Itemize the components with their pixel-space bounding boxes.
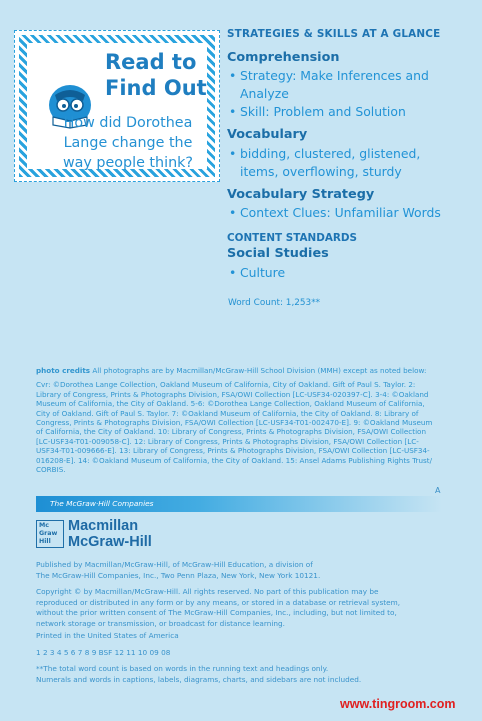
logo-line-2: McGraw-Hill [68,533,152,550]
vocabulary-strategy-item [229,204,474,222]
vocabulary-heading: Vocabulary [227,127,308,142]
title-line-1: Read to [105,50,197,74]
word-count-note [36,664,456,685]
vocabulary-line-2: items, overflowing, sturdy [240,164,402,179]
credits-body: Cvr: ©Dorothea Lange Collection, Oakland Museum of California, City of Oakland. Gift of Paul S. Taylor. 2: Library of Congress, Prints & Photographs Division, FSA/OWI Collection [LC-USF34-020397-C]. 3-4: ©Oakland Museum of California, the City of Oakland. 5-6: ©Dorothea Lange Collection, Oakland Museum of California, City of Oakland. Gift of Paul S. Taylor. 7: ©Oakland Museum of California, the City of Oakland. 8: Library of Congress, Prints & Photographs Division, FSA/OWI Collection [LC-USF34-T01-002470-E]. 9: ©Oakland Museum of California, the City of Oakland. 10: Library of Congress, Prints & Photographs Division, FSA/OWI Collection [LC-USF34-T01-009058-C]. 12: Library of Congress, Prints & Photographs Division, FSA/OWI Collection [LC-USF34-T01-009666-E]. 13: Library of Congress, Prints & Photographs Division, FSA/OWI Collection [LC-USF34-016208-E]. 14: ©Oakland Museum of California, the City of Oakland. 15: Ansel Adams Publishing Rights Trust/ CORBIS. [36,380,433,475]
published-by [36,560,456,581]
comprehension-heading: Comprehension [227,50,340,65]
copyright-line-4: network storage or transmission, or broadcast for distance learning. [36,618,285,628]
logo-mark-line-2: Graw [39,530,58,537]
vocabulary-strategy-heading: Vocabulary Strategy [227,187,375,202]
bullet: • [229,205,237,220]
credits-intro: All photographs are by Macmillan/McGraw-Hill School Division (MMH) except as noted below: [92,366,427,375]
word-count: Word Count: 1,253** [228,298,321,308]
bullet: • [229,265,237,280]
copyright-notice [36,587,456,629]
question-line-3: way people think? [62,155,194,171]
published-line-1: Published by Macmillan/McGraw-Hill, of McGraw-Hill Education, a division of [36,560,313,569]
comprehension-skill-item [229,103,474,121]
read-box-inner [27,43,207,169]
social-studies-line: Culture [240,265,286,280]
copyright-line-1: Copyright © by Macmillan/McGraw-Hill. All rights reserved. No part of this publication may be [36,587,379,596]
logo-mark-line-3: Hill [39,538,51,545]
publisher-logo-text [68,519,152,550]
read-to-find-out-box [14,30,220,182]
question-line-1: How did Dorothea [63,115,193,131]
page-letter: A [435,486,441,495]
vocabulary-item [229,145,474,181]
vocabulary-line-1: bidding, clustered, glistened, [240,146,421,161]
banner-text: The McGraw·Hill Companies [50,499,154,508]
read-box-title [105,49,215,101]
social-studies-item [229,264,474,282]
vocab-strategy-line: Context Clues: Unfamiliar Words [240,205,441,220]
note-line-1: **The total word count is based on words in the running text and headings only. [36,664,329,673]
content-standards-heading: CONTENT STANDARDS [227,232,358,244]
question-line-2: Lange change the [63,135,193,151]
printed-in: Printed in the United States of America [36,631,179,640]
copyright-line-2: reproduced or distributed in any form or by any means, or stored in a database or retrieval system, [36,597,401,607]
print-numbers: 1 2 3 4 5 6 7 8 9 BSF 12 11 10 09 08 [36,648,171,657]
mcgraw-hill-banner [36,496,442,512]
credits-label: photo credits [36,366,91,375]
logo-mark-line-1: Mc [39,522,49,529]
logo-line-1: Macmillan [68,518,139,534]
copyright-line-3: without the prior written consent of The McGraw-Hill Companies, Inc., including, but not limited to, [36,608,397,617]
mcgraw-hill-logo-mark [36,520,64,548]
read-box-question [39,113,217,173]
strategy-line-2: Analyze [240,86,289,101]
comprehension-strategy-item [229,67,474,103]
bullet: • [229,68,237,83]
published-line-2: The McGraw-Hill Companies, Inc., Two Penn Plaza, New York, New York 10121. [36,570,321,580]
title-line-2: Find Out [105,76,207,100]
strategies-heading: STRATEGIES & SKILLS AT A GLANCE [227,28,441,40]
strategy-line-1: Strategy: Make Inferences and [240,68,429,83]
bullet: • [229,146,237,161]
watermark: www.tingroom.com [340,697,456,711]
note-line-2: Numerals and words in captions, labels, diagrams, charts, and sidebars are not included. [36,674,362,684]
social-studies-heading: Social Studies [227,246,329,261]
photo-credits [36,366,441,479]
bullet: • [229,104,237,119]
skill-line: Skill: Problem and Solution [240,104,406,119]
